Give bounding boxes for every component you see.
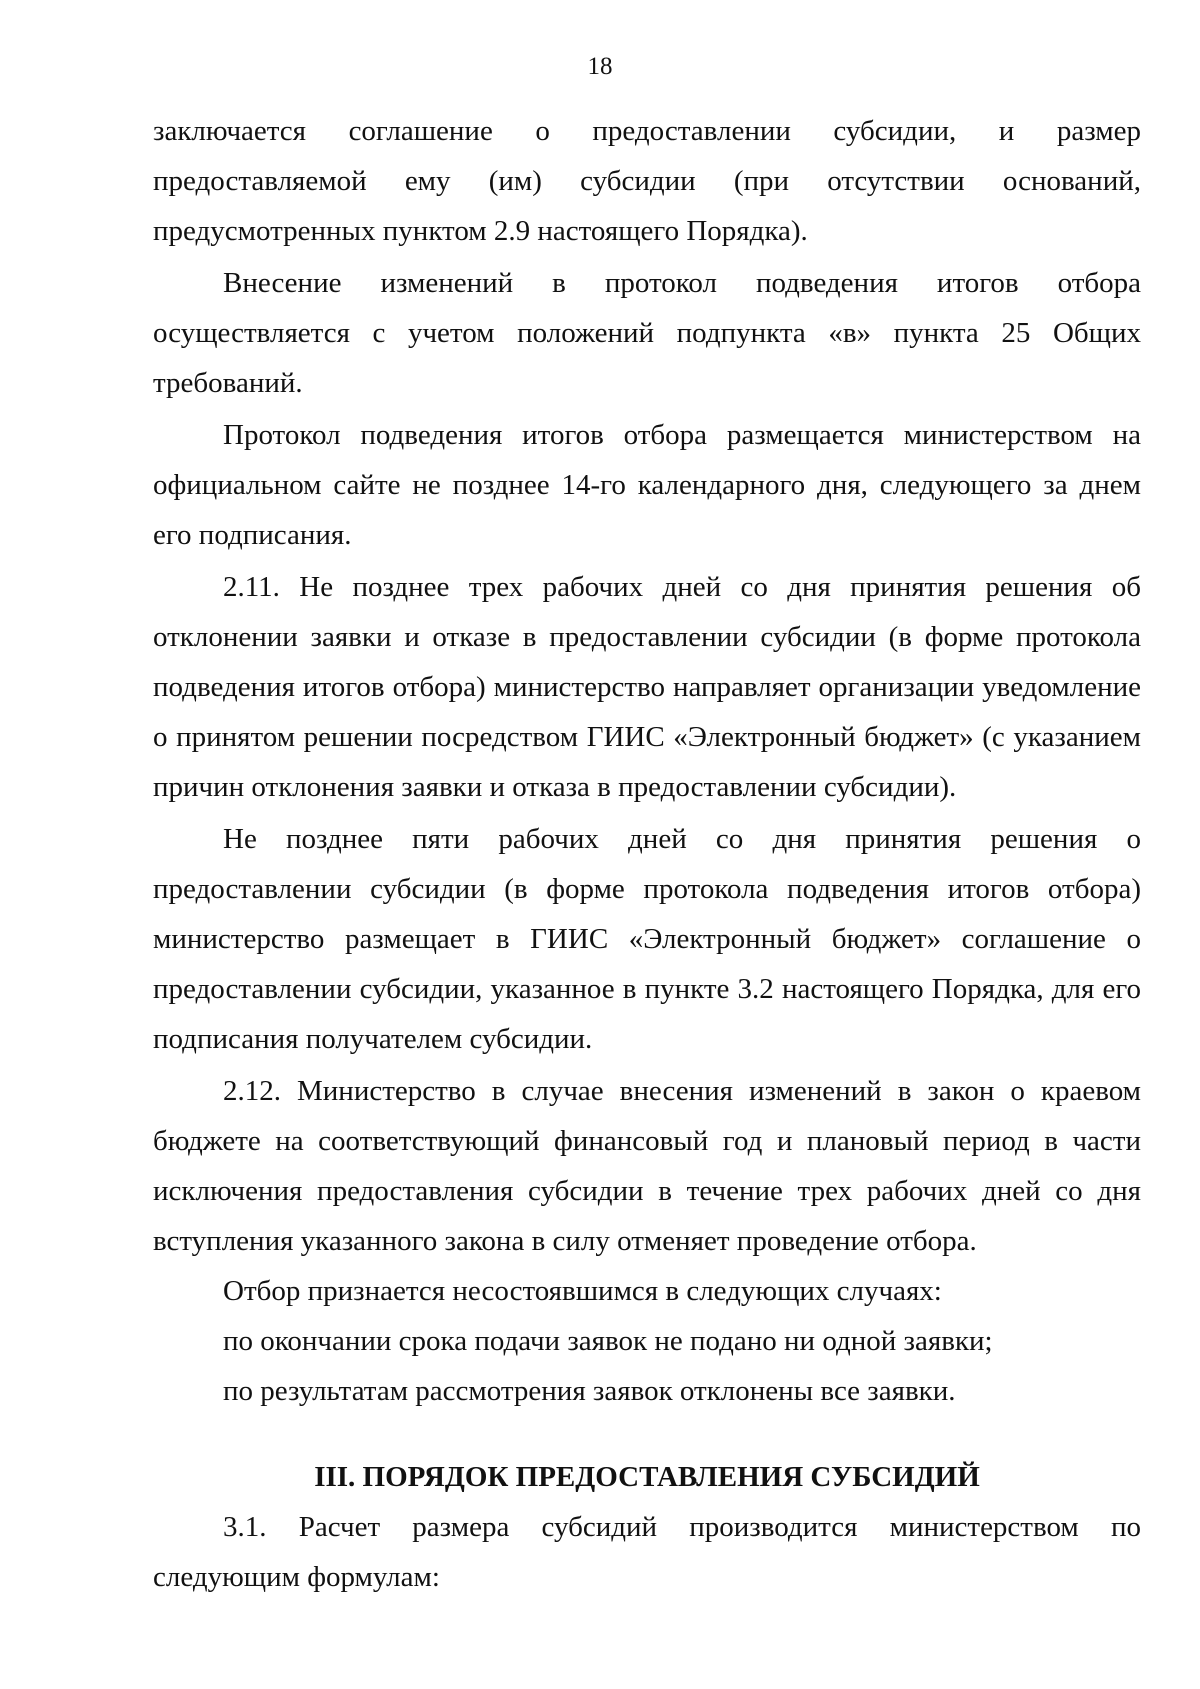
section-heading: III. ПОРЯДОК ПРЕДОСТАВЛЕНИЯ СУБСИДИЙ — [314, 1461, 980, 1493]
paragraph-failed-selection: Отбор признается несостоявшимся в следующих случаях: — [223, 1275, 942, 1307]
paragraph-protocol-changes: Внесение изменений в протокол подведения итогов отбора осуществляется с учетом положений подпункта «в» пункта 25 Общих требований. — [153, 267, 1141, 399]
list-item-all-rejected: по результатам рассмотрения заявок отклонены все заявки. — [223, 1375, 956, 1407]
paragraph-agreement-placement: Не позднее пяти рабочих дней со дня принятия решения о предоставлении субсидии (в форме протокола подведения итогов отбора) министерство размещает в ГИИС «Электронный бюджет» соглашение о предоставлении субсидии, указанное в пункте 3.2 настоящего Порядка, для его подписания получателем субсидии. — [153, 823, 1141, 1055]
document-body — [153, 106, 1141, 1602]
paragraph-3-1: 3.1. Расчет размера субсидий производится министерством по следующим формулам: — [153, 1511, 1141, 1593]
page-number: 18 — [587, 53, 613, 80]
paragraph-2-12: 2.12. Министерство в случае внесения изменений в закон о краевом бюджете на соответствующий финансовый год и плановый период в части исключения предоставления субсидии в течение трех рабочих дней со дня вступления указанного закона в силу отменяет проведение отбора. — [153, 1075, 1141, 1257]
paragraph-2-11: 2.11. Не позднее трех рабочих дней со дня принятия решения об отклонении заявки и отказе в предоставлении субсидии (в форме протокола подведения итогов отбора) министерство направляет организации уведомление о принятом решении посредством ГИИС «Электронный бюджет» (с указанием причин отклонения заявки и отказа в предоставлении субсидии). — [153, 571, 1141, 803]
list-item-no-applications: по окончании срока подачи заявок не подано ни одной заявки; — [223, 1325, 993, 1357]
paragraph-continuation: заключается соглашение о предоставлении субсидии, и размер предоставляемой ему (им) субсидии (при отсутствии оснований, предусмотренных пунктом 2.9 настоящего Порядка). — [153, 115, 1141, 247]
paragraph-protocol-publication: Протокол подведения итогов отбора размещается министерством на официальном сайте не позднее 14-го календарного дня, следующего за днем его подписания. — [153, 419, 1141, 551]
